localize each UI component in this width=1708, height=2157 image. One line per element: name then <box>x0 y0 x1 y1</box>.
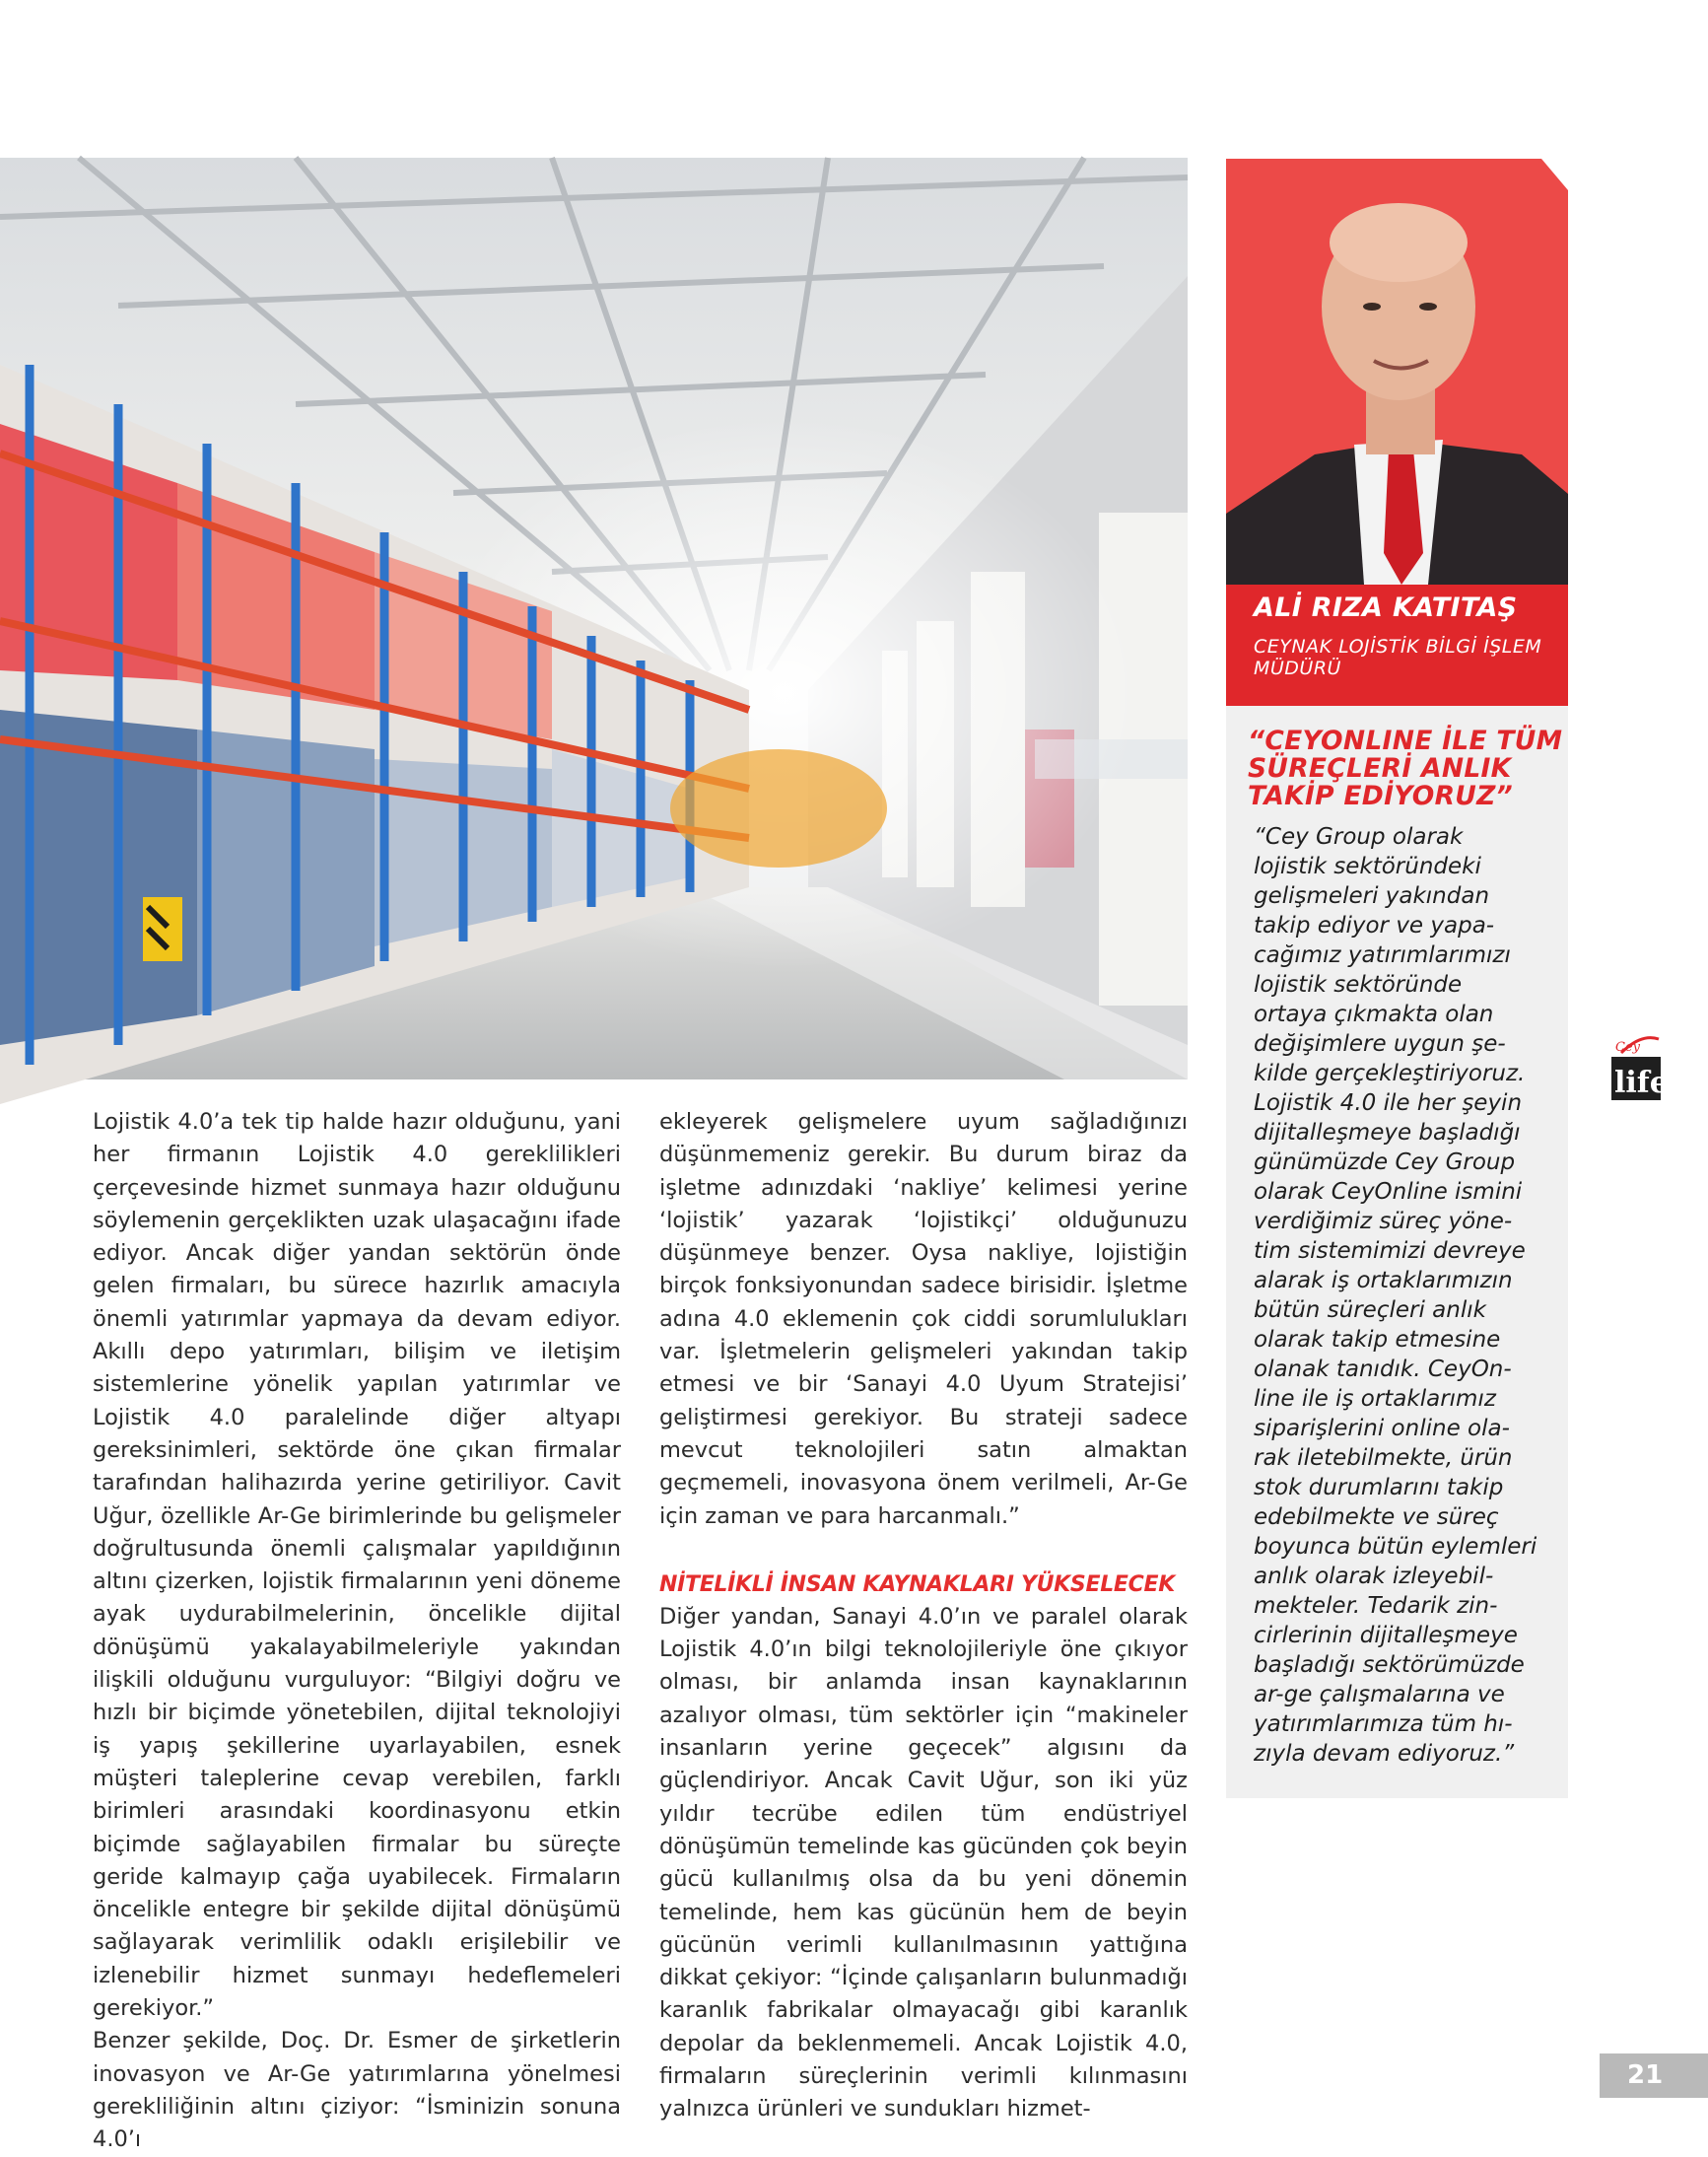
article-column-1 <box>93 1106 621 2157</box>
page-number: 21 <box>1600 2053 1708 2098</box>
article-paragraph: Benzer şekilde, Doç. Dr. Esmer de şirketlerin inovasyon ve Ar-Ge yatırımlarına yönelmesi gerekliliğinin altını çiziyor: “İsminizin sonuna 4.0’ı <box>93 2028 621 2153</box>
quote-body: “Cey Group olarak lojistik sektöründeki gelişmeleri yakından takip ediyor ve yapa- cağımız yatırımlarımızı lojistik sektöründe ortaya çıkmakta olan değişimlere uygun şe- kilde gerçekleştiriyoruz. Lojistik 4.0 ile her şeyin dijitalleşmeye başladığı günümüzde Cey Group olarak CeyOnline ismini verdiğimiz süreç yöne- tim sistemimizi devreye alarak iş ortaklarımızın bütün süreçleri anlık olarak takip etmesine olanak tanıdık. CeyOn- line ile iş ortaklarımız siparişlerini online ola- rak iletebilmekte, ürün stok durumlarını takip edebilmekte ve süreç boyunca bütün eylemleri anlık olarak izleyebil- mekteler. Tedarik zin- cirlerinin dijitalleşmeye başladığı sektörümüzde ar-ge çalışmalarına ve yatırımlarımıza tüm hı- zıyla devam ediyoruz.” <box>1254 824 1537 1767</box>
warehouse-photo <box>0 158 1188 1079</box>
article-paragraph: Lojistik 4.0’a tek tip halde hazır olduğunu, yani her firmanın Lojistik 4.0 gereklilikleri çerçevesinde hizmet sunmaya hazır olduğunu söylemenin gerçeklikten uzak ulaşacağını ifade ediyor. Ancak diğer yandan sektörün önde gelen firmaları, bu sürece hazırlık amacıyla önemli yatırımlar yapmaya da devam ediyor. Akıllı depo yatırımları, bilişim ve iletişim sistemlerine yönelik yapılan yatırımlar ve Lojistik 4.0 paralelinde diğer altyapı gereksinimleri, sektörde öne çıkan firmalar tarafından halihazırda yerine getiriliyor. Cavit Uğur, özellikle Ar-Ge birimlerinde bu gelişmeler doğrultusunda önemli çalışmalar yapıldığının altını çizerken, lojistik firmalarının yeni döneme ayak uydurabilmelerinin, öncelikle dijital dönüşümü yakalayabilmeleriyle yakından ilişkili olduğunu vurguluyor: “Bilgiyi doğru ve hızlı bir biçimde yönetebilen, dijital teknolojiyi iş yapış şekillerine uyarlayabilen, esnek müşteri taleplerine cevap verebilen, farklı birimleri arasındaki koordinasyonu etkin biçimde sağlayabilen firmalar bu süreçte geride kalmayıp çağa uyabilecek. Firmaların öncelikle entegre bir şekilde dijital dönüşümü sağlayarak verimlilik odaklı erişilebilir ve izlenebilir hizmet sunmayı hedeflemeleri gerekiyor.” <box>93 1109 621 2022</box>
section-subheading: NİTELİKLİ İNSAN KAYNAKLARI YÜKSELECEK <box>659 1571 1175 1597</box>
person-caption <box>1226 585 1568 706</box>
svg-text:life: life <box>1614 1066 1669 1100</box>
article-paragraph: ekleyerek gelişmelere uyum sağladığınızı düşünmemeniz gerekir. Bu durum biraz da işletme adınızdaki ‘nakliye’ kelimesi yerine ‘lojistik’ yazarak ‘lojistikçi’ olduğunuzu düşünmeye benzer. Oysa nakliye, lojistiğin birçok fonksiyonundan sadece birisidir. İşletme adına 4.0 eklemenin çok ciddi sorumlulukları var. İşletmelerin gelişmeleri yakından takip etmesi ve bir ‘Sanayi 4.0 Uyum Stratejisi’ geliştirmesi gerekiyor. Bu strateji sadece mevcut teknolojileri satın almaktan geçmemeli, inovasyona önem verilmeli, Ar-Ge için zaman ve para harcanmalı.” <box>659 1109 1188 1529</box>
person-title: CEYNAK LOJİSTİK BİLGİ İŞLEM MÜDÜRÜ <box>1254 636 1542 679</box>
cey-life-logo <box>1611 1033 1669 1100</box>
svg-text:Cey: Cey <box>1615 1040 1640 1055</box>
quote-box <box>1226 706 1568 1798</box>
person-name: ALİ RIZA KATITAŞ <box>1254 592 1518 623</box>
article-column-2 <box>659 1106 1188 2126</box>
quote-heading: “CEYONLINE İLE TÜM SÜREÇLERİ ANLIK TAKİP EDİYORUZ” <box>1248 726 1563 811</box>
portrait-photo <box>1226 159 1568 585</box>
article-paragraph: Diğer yandan, Sanayi 4.0’ın ve paralel olarak Lojistik 4.0’ın bilgi teknolojileriyle öne çıkıyor olması, bir anlamda insan kaynaklarının azalıyor olması, tüm sektörler için “makineler insanların yerine geçecek” algısını da güçlendiriyor. Ancak Cavit Uğur, son iki yüz yıldır tecrübe edilen tüm endüstriyel dönüşümün temelinde kas gücünden çok beyin gücü kullanılmış olsa da bu yeni dönemin temelinde, hem kas gücünün hem de beyin gücünün verimli kullanılmasının yattığına dikkat çekiyor: “İçinde çalışanların bulunmadığı karanlık fabrikalar olmayacağı gibi karanlık depolar da beklenmemeli. Ancak Lojistik 4.0, firmaların süreçlerinin verimli kılınmasını yalnızca ürünleri ve sundukları hizmet- <box>659 1603 1188 2122</box>
